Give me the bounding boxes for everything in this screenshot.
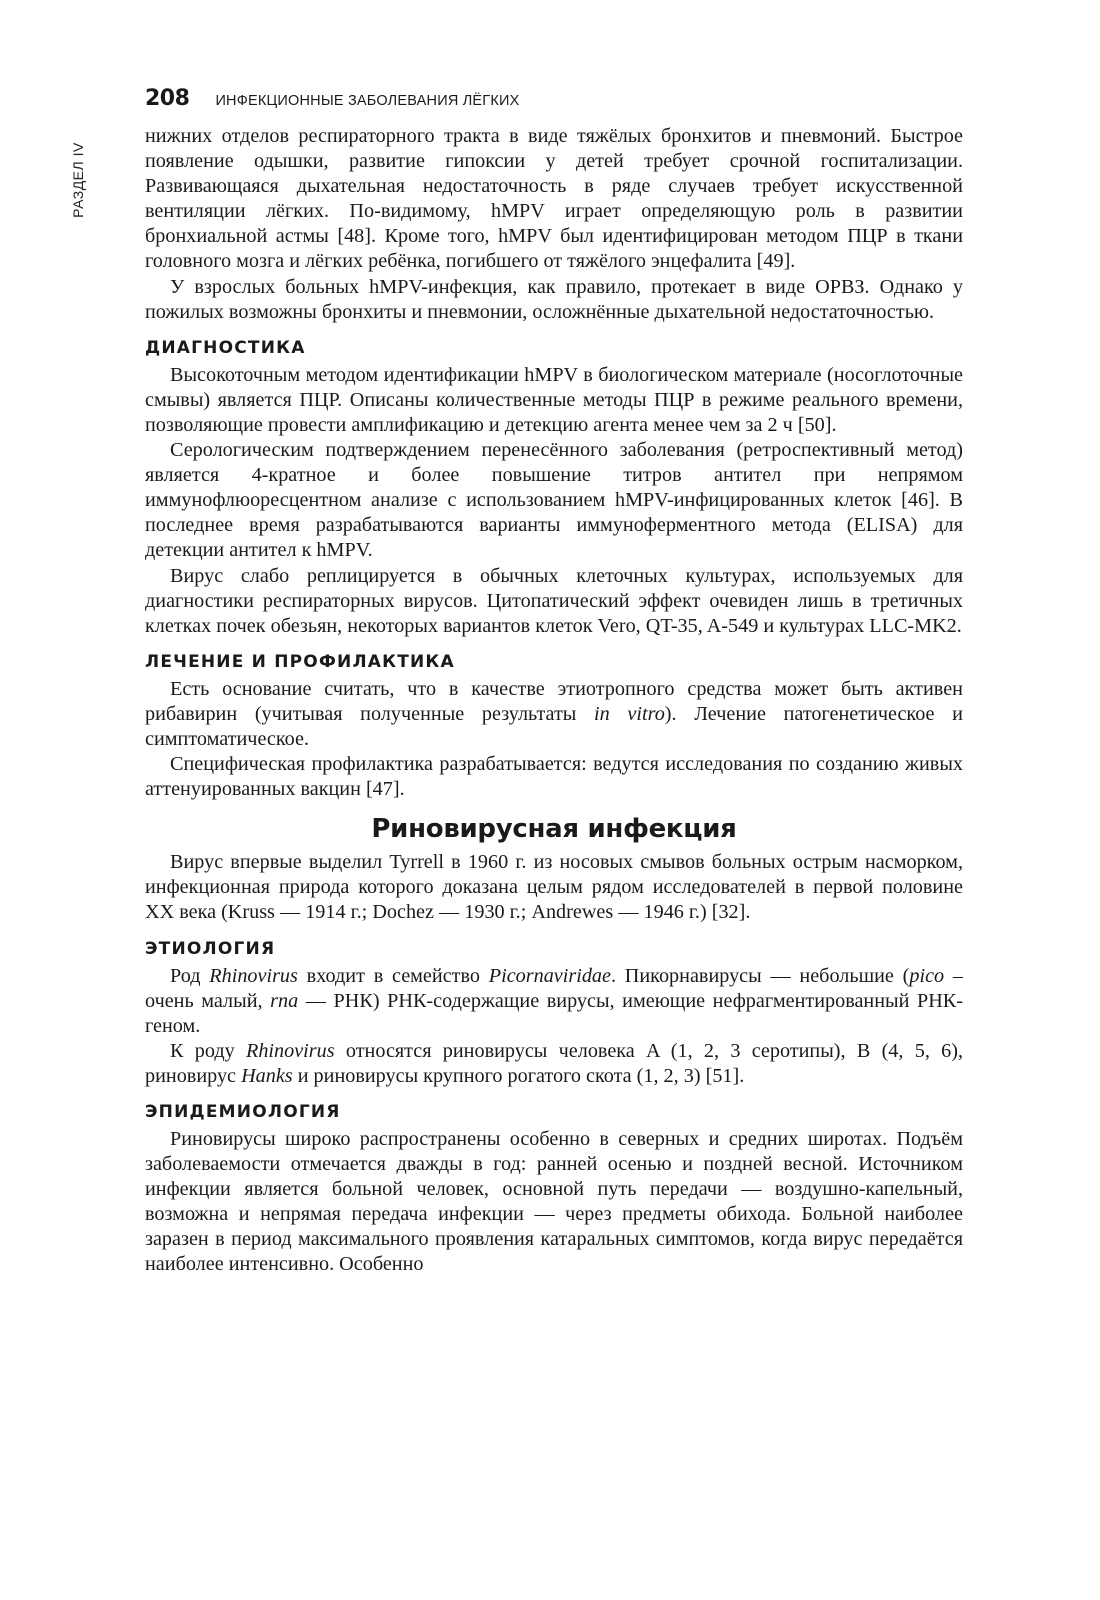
section-label: РАЗДЕЛ IV xyxy=(70,142,86,218)
paragraph xyxy=(145,677,963,752)
italic-run: Hanks xyxy=(241,1064,293,1087)
text-run: . Пикорнавирусы — небольшие ( xyxy=(610,964,910,987)
text-run: – очень малый, xyxy=(145,964,964,1012)
section-side-tab xyxy=(63,130,93,230)
text-run: — РНК) РНК-содержащие вирусы, имеющие нефрагментированный РНК-геном. xyxy=(145,989,963,1037)
heading-etiology: ЭТИОЛОГИЯ xyxy=(145,938,276,959)
text-run: Есть основание считать, что в качестве этиотропного средства может быть активен рибавирин (учитывая полученные результаты xyxy=(145,677,963,725)
italic-run: Picornaviridae xyxy=(488,964,611,987)
text-run: К роду xyxy=(170,1039,246,1062)
page-number: 208 xyxy=(145,86,190,111)
paragraph xyxy=(145,964,963,1039)
paragraph: Высокоточным методом идентификации hMPV в биологическом материале (носоглоточные смывы) является ПЦР. Описаны количественные методы ПЦР в режиме реального времени, позволяющие провести амплификацию и детекцию агента менее чем за 2 ч [50]. xyxy=(145,363,963,436)
paragraph xyxy=(145,1039,963,1089)
chapter-heading: Риновирусная инфекция xyxy=(371,814,737,845)
text-run: Род xyxy=(170,964,210,987)
text-run: входит в семейство xyxy=(297,964,489,987)
text-run: и риновирусы крупного рогатого скота (1, 2, 3) [51]. xyxy=(292,1064,745,1087)
italic-run: Rhinovirus xyxy=(246,1039,335,1062)
paragraph: У взрослых больных hMPV-инфекция, как правило, протекает в виде ОРВЗ. Однако у пожилых возможны бронхиты и пневмонии, осложнённые дыхательной недостаточностью. xyxy=(145,275,963,323)
paragraph: Вирус впервые выделил Tyrrell в 1960 г. из носовых смывов больных острым насморком, инфекционная природа которого доказана целым рядом исследователей в первой половине XX века (Kruss — 1914 г.; Dochez — 1930 г.; Andrewes — 1946 г.) [32]. xyxy=(145,851,963,924)
paragraph: нижних отделов респираторного тракта в виде тяжёлых бронхитов и пневмоний. Быстрое появление одышки, развитие гипоксии у детей требует срочной госпитализации. Развивающаяся дыхательная недостаточность в ряде случаев требует искусственной вентиляции лёгких. По-видимому, hMPV играет определяющую роль в развитии бронхиальной астмы [48]. Кроме того, hMPV был идентифицирован методом ПЦР в ткани головного мозга и лёгких ребёнка, погибшего от тяжёлого энцефалита [49]. xyxy=(145,125,963,273)
paragraph: Вирус слабо реплицируется в обычных клеточных культурах, используемых для диагностики респираторных вирусов. Цитопатический эффект очевиден лишь в третичных клетках почек обезьян, некоторых вариантов клеток Vero, QT-35, A-549 и культурах LLC-MK2. xyxy=(145,564,963,637)
heading-diagnostics: ДИАГНОСТИКА xyxy=(145,337,306,358)
italic-run: rna xyxy=(270,989,299,1012)
paragraph: Риновирусы широко распространены особенно в северных и средних широтах. Подъём заболеваемости отмечается дважды в год: ранней осенью и поздней весной. Источником инфекции является больной человек, основной путь передачи — воздушно-капельный, возможна и непрямая передача инфекции — через предметы обихода. Больной наиболее заразен в период максимального проявления катаральных симптомов, когда вирус передаётся наиболее интенсивно. Особенно xyxy=(145,1128,963,1276)
text-run: ). Лечение патогенетическое и симптоматическое. xyxy=(145,702,963,750)
heading-epidemiology: ЭПИДЕМИОЛОГИЯ xyxy=(145,1102,341,1122)
heading-treatment: ЛЕЧЕНИЕ И ПРОФИЛАКТИКА xyxy=(145,651,455,672)
body-text xyxy=(145,124,963,1278)
paragraph: Специфическая профилактика разрабатывается: ведутся исследования по созданию живых аттенуированных вакцин [47]. xyxy=(145,753,963,801)
italic-run: pico xyxy=(909,964,945,987)
italic-run: in vitro xyxy=(594,702,665,725)
running-header xyxy=(145,86,965,116)
running-title: ИНФЕКЦИОННЫЕ ЗАБОЛЕВАНИЯ ЛЁГКИХ xyxy=(215,93,520,109)
paragraph: Серологическим подтверждением перенесённого заболевания (ретроспективный метод) является 4-кратное и более повышение титров антител при непрямом иммунофлюоресцентном анализе с использованием hMPV-инфицированных клеток [46]. В последнее время разрабатываются варианты иммуноферментного метода (ELISA) для детекции антител к hMPV. xyxy=(145,439,963,562)
italic-run: Rhinovirus xyxy=(209,964,298,987)
text-run: относятся риновирусы человека A (1, 2, 3 серотипы), B (4, 5, 6), риновирус xyxy=(145,1039,964,1087)
